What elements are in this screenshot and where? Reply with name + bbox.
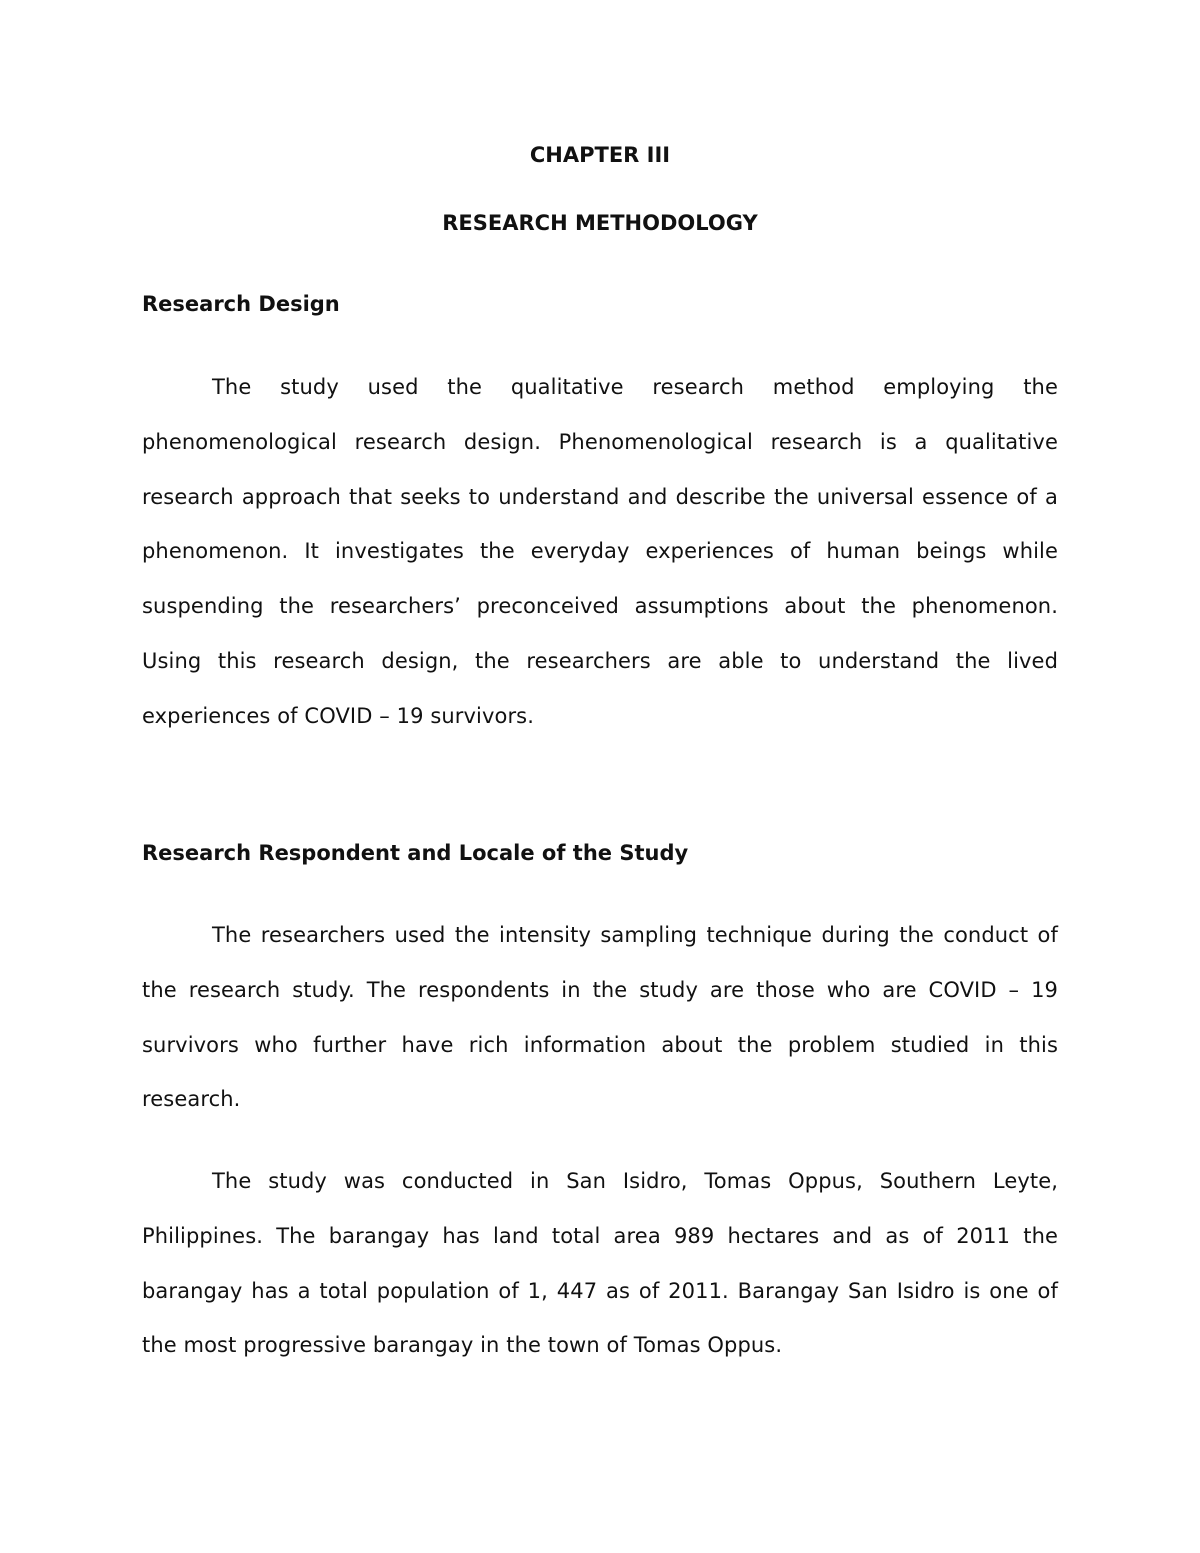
section-heading-research-design: Research Design <box>142 292 340 316</box>
chapter-number: CHAPTER III <box>529 143 671 167</box>
chapter-title: RESEARCH METHODOLOGY <box>442 211 758 235</box>
research-design-paragraph: The study used the qualitative research method employing the phenomenological research design. Phenomenological research is a qualitative research approach that seeks to understand and describe the universal essence of a phenomenon. It investigates the everyday experiences of human beings while suspending the researchers’ preconceived assumptions about the phenomenon. Using this research design, the researchers are able to understand the lived experiences of COVID – 19 survivors. <box>142 375 1058 728</box>
locale-paragraph: The study was conducted in San Isidro, Tomas Oppus, Southern Leyte, Philippines. The barangay has land total area 989 hectares and as of 2011 the barangay has a total population of 1, 447 as of 2011. Barangay San Isidro is one of the most progressive barangay in the town of Tomas Oppus. <box>142 1169 1058 1358</box>
respondent-paragraph: The researchers used the intensity sampling technique during the conduct of the research study. The respondents in the study are those who are COVID – 19 survivors who further have rich information about the problem studied in this research. <box>142 923 1058 1112</box>
section-heading-respondent-locale: Research Respondent and Locale of the Study <box>142 841 689 865</box>
